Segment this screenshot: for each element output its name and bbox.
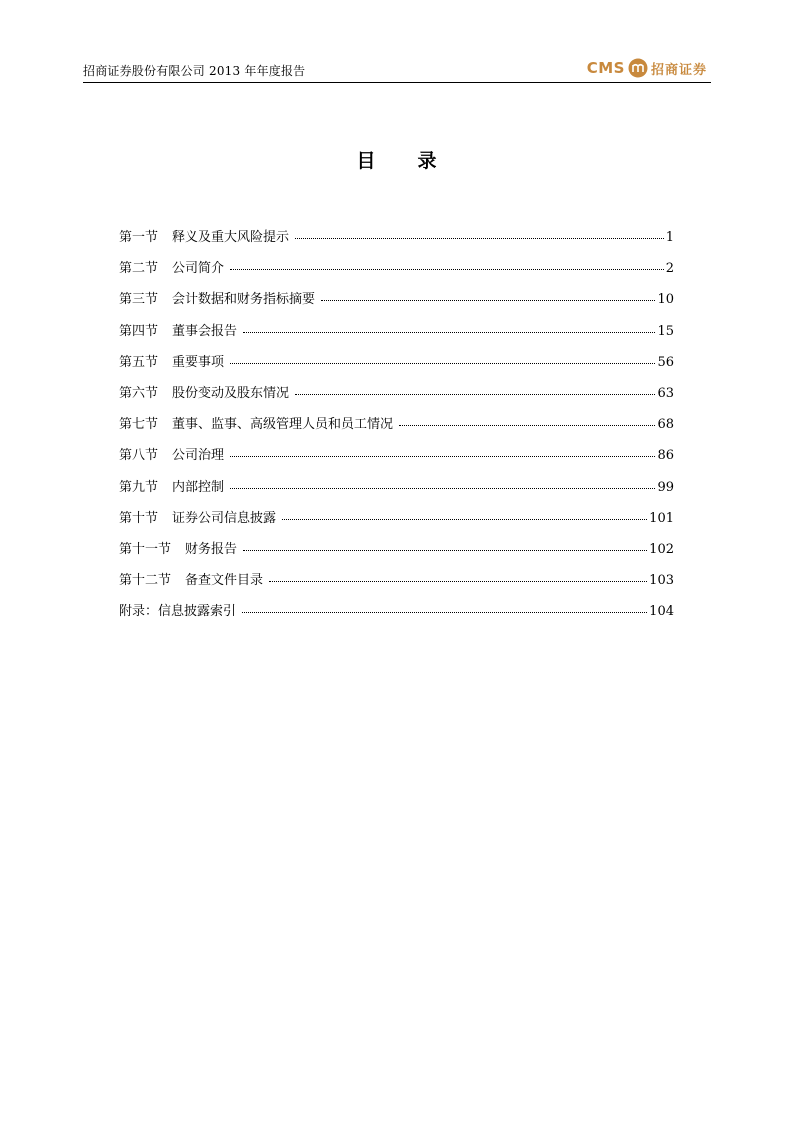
logo-emblem-icon	[628, 58, 648, 78]
toc-name: 财务报告	[185, 541, 238, 557]
toc-name: 备查文件目录	[185, 573, 264, 589]
toc-leader-dots	[269, 568, 647, 582]
toc-entry[interactable]	[119, 569, 674, 600]
toc-name: 证券公司信息披露	[172, 510, 277, 526]
toc-entry[interactable]	[119, 507, 674, 538]
toc-leader-dots	[230, 350, 655, 364]
toc-section: 第四节	[119, 323, 159, 339]
toc-section: 第九节	[119, 479, 159, 495]
toc-section: 第六节	[119, 385, 159, 401]
toc-page-number: 104	[649, 604, 674, 620]
toc-entry[interactable]	[119, 382, 674, 413]
toc-entry[interactable]	[119, 413, 674, 444]
toc-section: 第十二节	[119, 573, 172, 589]
toc-entry[interactable]	[119, 476, 674, 507]
toc-name: 公司治理	[172, 448, 225, 464]
toc-leader-dots	[242, 599, 647, 613]
toc-leader-dots	[321, 287, 655, 301]
toc-page-number: 10	[657, 292, 674, 308]
toc-leader-dots	[230, 475, 655, 489]
toc-entry[interactable]	[119, 444, 674, 475]
toc-page-number: 103	[649, 573, 674, 589]
toc-leader-dots	[230, 443, 655, 457]
toc-entry[interactable]	[119, 538, 674, 569]
toc-entry[interactable]	[119, 226, 674, 257]
toc-leader-dots	[230, 256, 664, 270]
toc-entry[interactable]	[119, 257, 674, 288]
toc-name: 董事、监事、高级管理人员和员工情况	[172, 417, 394, 433]
title-char-2: 录	[417, 150, 437, 172]
toc-name: 股份变动及股东情况	[172, 385, 290, 401]
toc-section: 第十节	[119, 510, 159, 526]
toc-section: 第十一节	[119, 541, 172, 557]
toc-page-number: 2	[665, 261, 674, 277]
page-header	[83, 56, 711, 83]
toc-entry[interactable]	[119, 600, 674, 631]
toc-page-number: 102	[649, 541, 674, 557]
toc-name: 公司简介	[172, 261, 225, 277]
toc-page-number: 1	[665, 230, 674, 245]
logo-text-cn: 招商证券	[650, 62, 707, 78]
toc-section: 第三节	[119, 292, 159, 308]
toc-name: 董事会报告	[172, 323, 238, 339]
toc-section: 第八节	[119, 448, 159, 464]
toc-leader-dots	[282, 506, 647, 520]
toc-entry[interactable]	[119, 351, 674, 382]
toc-page-number: 99	[657, 479, 674, 495]
toc-section: 第五节	[119, 354, 159, 370]
toc-leader-dots	[295, 381, 655, 395]
toc-name: 释义及重大风险提示	[172, 230, 290, 245]
toc-page-number: 68	[657, 417, 674, 433]
header-title: 招商证券股份有限公司 2013 年年度报告	[83, 64, 306, 78]
toc-leader-dots	[243, 319, 655, 333]
toc-name: 信息披露索引	[158, 604, 237, 620]
toc-leader-dots	[399, 412, 655, 426]
toc-name: 内部控制	[172, 479, 225, 495]
toc-section: 附录：	[119, 604, 159, 620]
toc-name: 重要事项	[172, 354, 225, 370]
table-of-contents	[119, 226, 674, 631]
title-char-1: 目	[356, 150, 376, 172]
toc-name: 会计数据和财务指标摘要	[172, 292, 316, 308]
toc-page-number: 86	[657, 448, 674, 464]
toc-entry[interactable]	[119, 320, 674, 351]
toc-page-number: 56	[657, 354, 674, 370]
toc-page-number: 101	[649, 510, 674, 526]
toc-entry[interactable]	[119, 288, 674, 319]
logo-text-latin: CMS	[586, 59, 625, 77]
toc-section: 第七节	[119, 417, 159, 433]
company-logo	[587, 57, 707, 79]
toc-leader-dots	[295, 225, 664, 239]
toc-section: 第二节	[119, 261, 159, 277]
toc-section: 第一节	[119, 230, 159, 245]
toc-page-number: 15	[657, 323, 674, 339]
page-title	[0, 146, 793, 173]
toc-page-number: 63	[657, 385, 674, 401]
toc-leader-dots	[243, 537, 647, 551]
